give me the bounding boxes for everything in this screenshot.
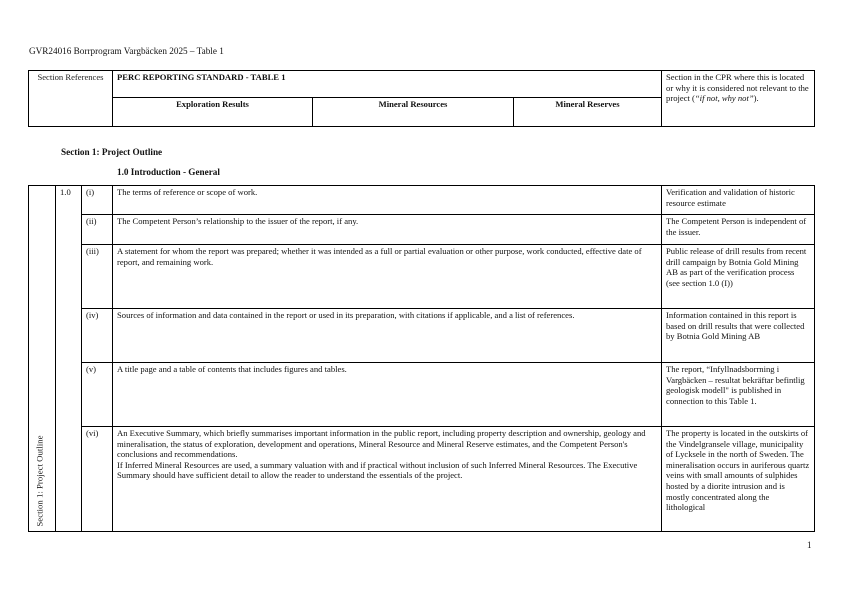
section-1-table bbox=[28, 185, 815, 532]
row-roman: (i) bbox=[82, 186, 113, 215]
table-row bbox=[29, 245, 815, 309]
column-mineral-resources: Mineral Resources bbox=[313, 98, 514, 127]
table-row bbox=[29, 427, 815, 532]
row-requirement: An Executive Summary, which briefly summarises important information in the public report, including property description and ownership, geology and mineralisation, the status of exploration, development and operations, Mineral Resource and Mineral Reserve estimates, and the Competent Person's conclusions and recommendations. bbox=[117, 428, 646, 460]
row-roman: (iv) bbox=[82, 309, 113, 363]
row-requirement: A statement for whom the report was prepared; whether it was intended as a full or partial evaluation or other purpose, work conducted, effective date of report, and remaining work. bbox=[113, 245, 662, 309]
row-requirement: The terms of reference or scope of work. bbox=[113, 186, 662, 215]
row-cpr: The report, “Infyllnadsborrning i Vargbäcken – resultat bekräftar befintlig geologisk modell" is published in connection to this Table 1. bbox=[662, 363, 815, 427]
section-title: Section 1: Project Outline bbox=[61, 147, 163, 157]
row-cpr: Verification and validation of historic resource estimate bbox=[662, 186, 815, 215]
subsection-title: 1.0 Introduction - General bbox=[117, 167, 220, 177]
table-row bbox=[29, 309, 815, 363]
cpr-column-header bbox=[662, 71, 815, 127]
row-cpr: Information contained in this report is based on drill results that were collected by Botnia Gold Mining AB bbox=[662, 309, 815, 363]
cpr-header-italic: “if not, why not” bbox=[694, 93, 754, 104]
table-row bbox=[29, 186, 815, 215]
side-label: Section 1: Project Outline bbox=[34, 435, 45, 527]
row-roman: (vi) bbox=[82, 427, 113, 532]
document-header: GVR24016 Borrprogram Vargbäcken 2025 – Table 1 bbox=[29, 46, 224, 56]
section-number: 1.0 bbox=[56, 186, 82, 532]
page-number: 1 bbox=[807, 540, 812, 550]
row-roman: (iii) bbox=[82, 245, 113, 309]
row-requirement: A title page and a table of contents that includes figures and tables. bbox=[113, 363, 662, 427]
row-cpr: The Competent Person is independent of the issuer. bbox=[662, 215, 815, 245]
side-label-cell bbox=[29, 186, 56, 532]
table-row bbox=[29, 363, 815, 427]
row-requirement-continued: If Inferred Mineral Resources are used, a summary valuation with and if practical without inclusion of such Inferred Mineral Resources. The Executive Summary should have sufficient detail to allow the reader to understand the essentials of the project. bbox=[117, 459, 638, 481]
row-requirement: The Competent Person’s relationship to the issuer of the report, if any. bbox=[113, 215, 662, 245]
section-references-header: Section References bbox=[29, 71, 113, 127]
column-exploration-results: Exploration Results bbox=[113, 98, 313, 127]
perc-title: PERC REPORTING STANDARD - TABLE 1 bbox=[113, 71, 662, 98]
row-roman: (v) bbox=[82, 363, 113, 427]
cpr-header-end: ). bbox=[753, 93, 759, 104]
row-roman: (ii) bbox=[82, 215, 113, 245]
row-requirement: Sources of information and data contained in the report or used in its preparation, with citations if applicable, and a list of references. bbox=[113, 309, 662, 363]
row-cpr: The property is located in the outskirts of the Vindelgransele village, municipality of Lycksele in the north of Sweden. The mineralisation occurs in auriferous quartz veins with small amounts of sulphides hosted by a diorite intrusion and is mostly concentrated along the lithological bbox=[662, 427, 815, 532]
perc-header-table bbox=[28, 70, 815, 127]
cpr-header-text: Section in the CPR where this is located or why it is considered not relevant to the project ( bbox=[666, 72, 809, 104]
table-row bbox=[29, 215, 815, 245]
row-cpr: Public release of drill results from recent drill campaign by Botnia Gold Mining AB as part of the verification process (see section 1.0 (I)) bbox=[662, 245, 815, 309]
column-mineral-reserves: Mineral Reserves bbox=[514, 98, 662, 127]
row-requirement-cell bbox=[113, 427, 662, 532]
